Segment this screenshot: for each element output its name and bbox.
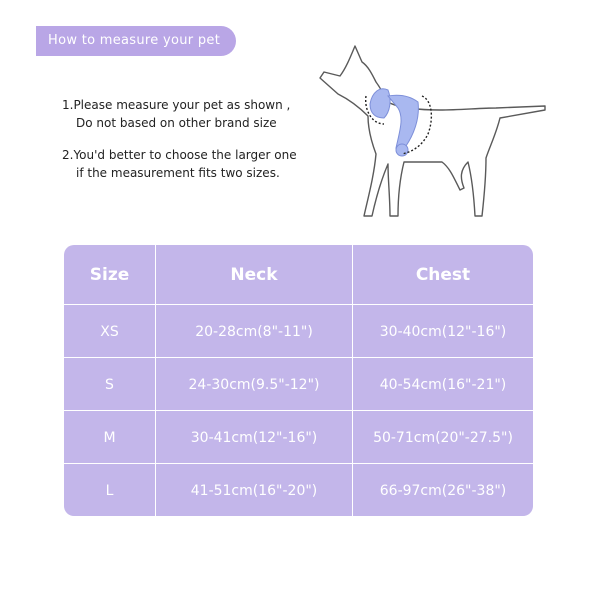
table-row bbox=[64, 357, 533, 411]
size-cell: M bbox=[103, 429, 116, 446]
note-1 bbox=[62, 96, 332, 132]
note-2-line-1: 2.You'd better to choose the larger one bbox=[62, 148, 297, 162]
neck-cell: 24-30cm(9.5"-12") bbox=[155, 358, 352, 411]
chest-cell: 30-40cm(12"-16") bbox=[352, 305, 533, 358]
header-size: Size bbox=[89, 264, 130, 285]
measurement-notes bbox=[62, 96, 332, 196]
size-chart-table bbox=[64, 245, 533, 516]
neck-cell: 20-28cm(8"-11") bbox=[155, 305, 352, 358]
table-row bbox=[64, 304, 533, 358]
chest-cell: 40-54cm(16"-21") bbox=[352, 358, 533, 411]
table-row bbox=[64, 410, 533, 464]
header-chest: Chest bbox=[352, 245, 533, 304]
note-1-line-2: Do not based on other brand size bbox=[76, 116, 277, 130]
header-neck: Neck bbox=[155, 245, 352, 304]
chest-cell: 66-97cm(26"-38") bbox=[352, 464, 533, 516]
neck-cell: 41-51cm(16"-20") bbox=[155, 464, 352, 516]
dog-harness-illustration bbox=[310, 38, 550, 224]
note-2-line-2: if the measurement fits two sizes. bbox=[76, 166, 280, 180]
size-cell: S bbox=[105, 376, 114, 393]
size-cell: L bbox=[105, 482, 114, 499]
note-1-line-1: 1.Please measure your pet as shown , bbox=[62, 98, 291, 112]
section-title-banner bbox=[36, 26, 236, 56]
section-title: How to measure your pet bbox=[48, 33, 221, 48]
size-cell: XS bbox=[100, 323, 119, 340]
neck-cell: 30-41cm(12"-16") bbox=[155, 411, 352, 464]
table-header-row bbox=[64, 245, 533, 304]
table-row bbox=[64, 463, 533, 516]
dog-silhouette-icon bbox=[320, 46, 545, 216]
chest-cell: 50-71cm(20"-27.5") bbox=[352, 411, 533, 464]
note-2 bbox=[62, 146, 332, 182]
